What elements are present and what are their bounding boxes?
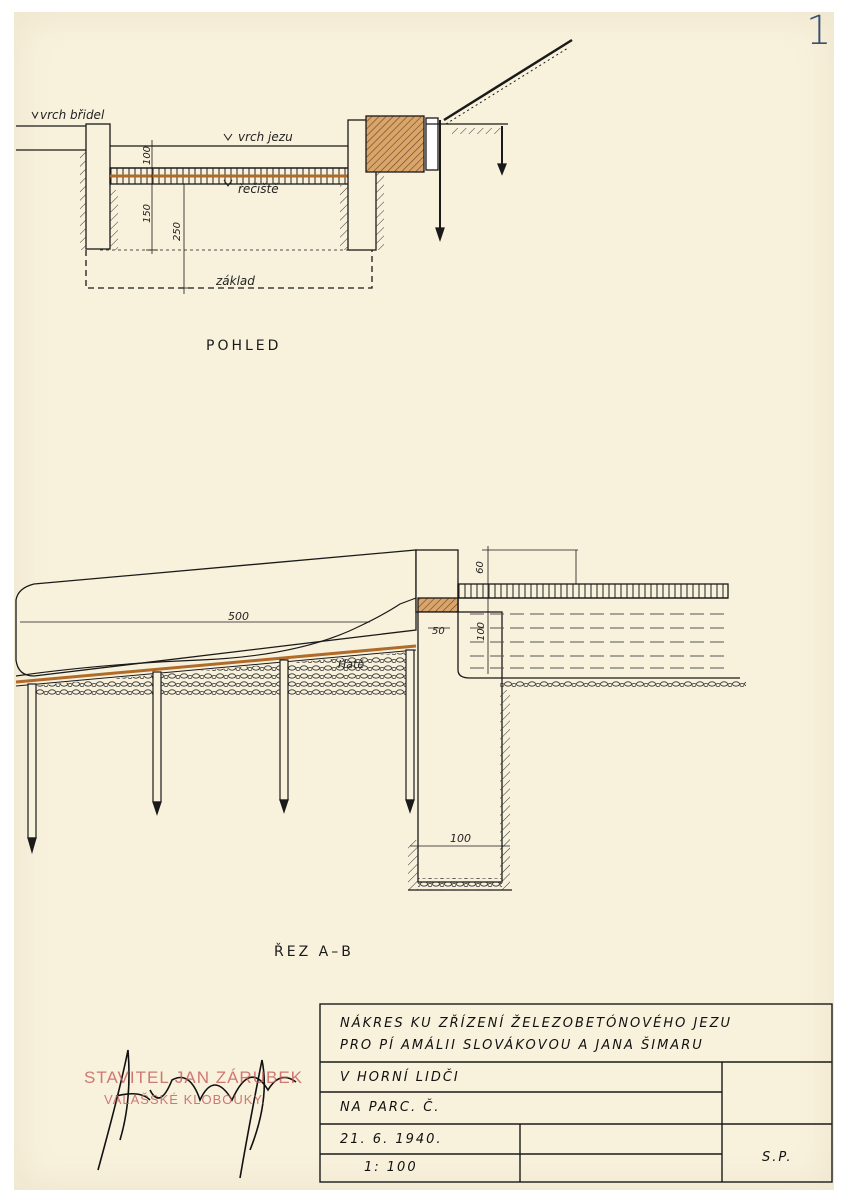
- dim-100-bottom: 100: [450, 832, 471, 845]
- view-title-rez: ŘEZ A–B: [274, 944, 354, 960]
- dim-100-right: 100: [476, 621, 488, 642]
- date: 21. 6. 1940.: [340, 1132, 443, 1147]
- section-a-b: [16, 546, 746, 890]
- scale: 1: 100: [364, 1160, 418, 1175]
- location: V HORNÍ LIDČI: [340, 1070, 460, 1085]
- label-vrch-jezu: vrch jezu: [238, 130, 293, 144]
- dim-100-top: 100: [142, 145, 154, 166]
- label-hate: Hatě: [338, 658, 365, 671]
- stamp-line-1: STAVITEL JAN ZÁRUBEK: [84, 1068, 304, 1087]
- title-line-1: NÁKRES KU ZŘÍZENÍ ŽELEZOBETÓNOVÉHO JEZU: [340, 1016, 732, 1031]
- label-zaklad: základ: [216, 274, 255, 288]
- dim-60: 60: [474, 561, 486, 574]
- dim-50: 50: [432, 626, 445, 637]
- dim-150: 150: [142, 203, 154, 224]
- initials: S.P.: [762, 1150, 793, 1165]
- parcel: NA PARC. Č.: [340, 1100, 441, 1115]
- view-pohled: [16, 40, 572, 294]
- page-number: 1: [806, 8, 832, 54]
- stamp-line-2: VALAŠSKÉ KLOBOUKY.: [104, 1092, 267, 1107]
- view-title-pohled: POHLED: [206, 338, 282, 354]
- label-reciste: řečiště: [238, 182, 279, 196]
- label-vrch-bridel: vrch břidel: [40, 108, 105, 122]
- title-line-2: PRO PÍ AMÁLII SLOVÁKOVOU A JANA ŠIMARU: [340, 1038, 704, 1053]
- dim-250: 250: [172, 221, 184, 242]
- dim-500: 500: [228, 610, 249, 623]
